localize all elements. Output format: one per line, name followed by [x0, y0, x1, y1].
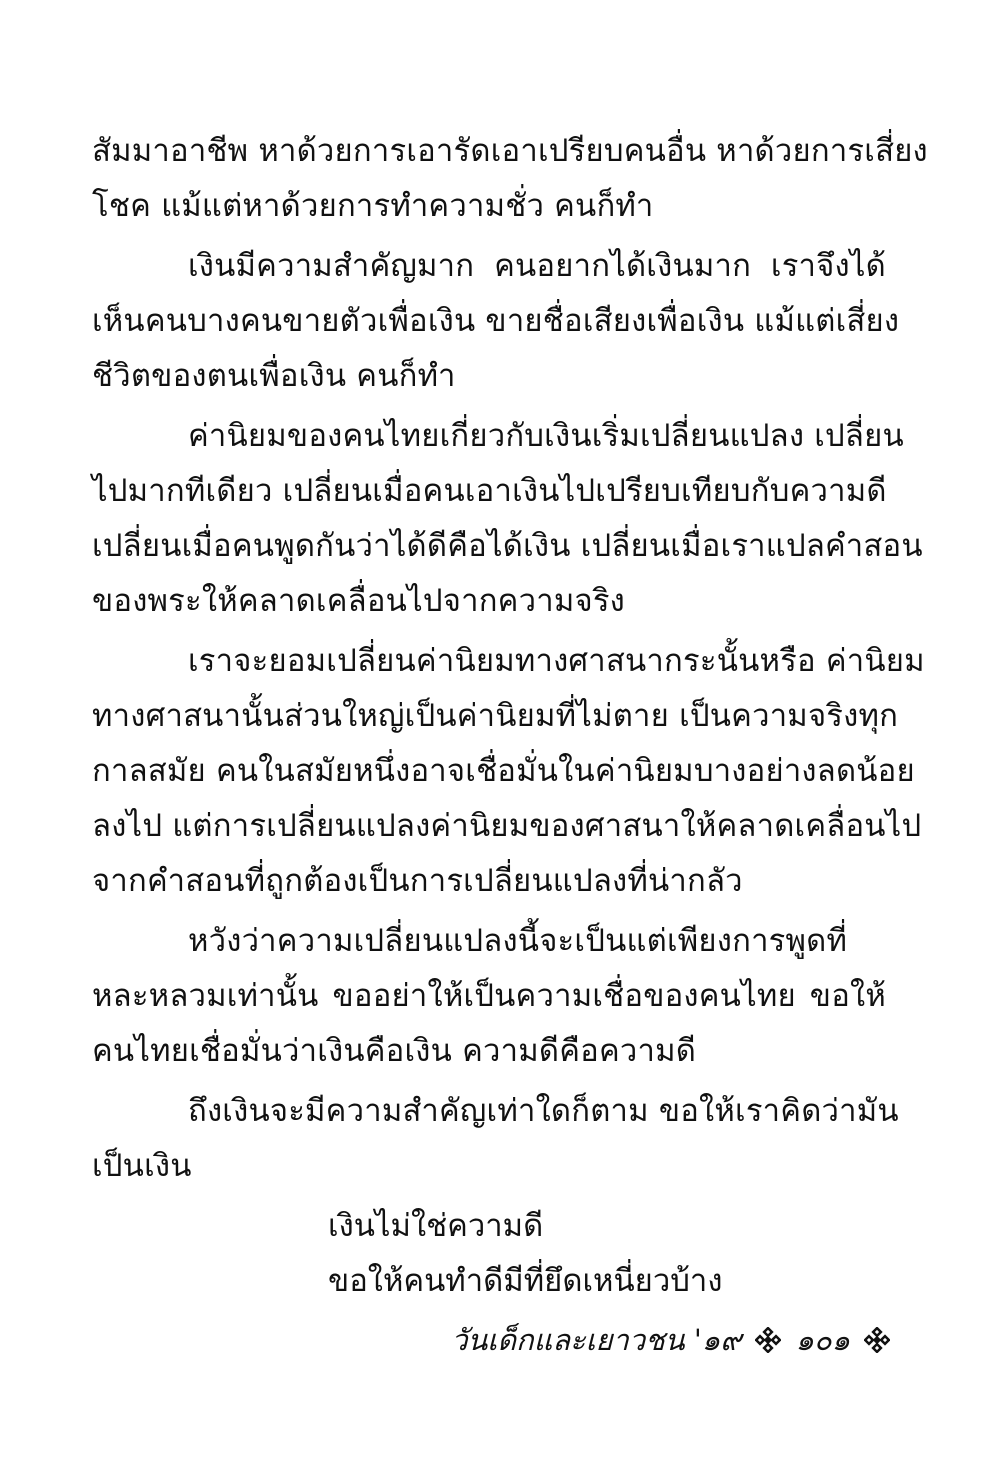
paragraph-start-line: หวังว่าความเปลี่ยนแปลงนี้จะเป็นแต่เพียงการพูดที่	[188, 923, 848, 959]
body-line: ชีวิตของตนเพื่อเงิน คนก็ทำ	[92, 358, 456, 394]
body-line: หละหลวมเท่านั้น ขออย่าให้เป็นความเชื่อของคนไทย ขอให้	[92, 978, 886, 1014]
page-number: ๑๐๑	[795, 1323, 850, 1357]
body-line: โชค แม้แต่หาด้วยการทำความชั่ว คนก็ทำ	[92, 188, 654, 224]
publication-title: วันเด็กและเยาวชน '๑๙	[451, 1323, 742, 1357]
paragraph-start-line: ค่านิยมของคนไทยเกี่ยวกับเงินเริ่มเปลี่ยนแปลง เปลี่ยน	[188, 418, 904, 454]
body-line: ทางศาสนานั้นส่วนใหญ่เป็นค่านิยมที่ไม่ตาย เป็นความจริงทุก	[92, 698, 899, 734]
diamond-flower-ornament-icon	[864, 1327, 890, 1353]
body-line: สัมมาอาชีพ หาด้วยการเอารัดเอาเปรียบคนอื่น หาด้วยการเสี่ยง	[92, 133, 928, 169]
body-line: ไปมากทีเดียว เปลี่ยนเมื่อคนเอาเงินไปเปรียบเทียบกับความดี	[92, 473, 887, 509]
body-line: ของพระให้คลาดเคลื่อนไปจากความจริง	[92, 583, 626, 619]
page-footer	[451, 1318, 890, 1362]
body-line: เห็นคนบางคนขายตัวเพื่อเงิน ขายชื่อเสียงเพื่อเงิน แม้แต่เสี่ยง	[92, 303, 900, 339]
body-line: กาลสมัย คนในสมัยหนึ่งอาจเชื่อมั่นในค่านิยมบางอย่างลดน้อย	[92, 753, 915, 789]
closing-verse-line-1: เงินไม่ใช่ความดี	[328, 1208, 544, 1244]
paragraph-start-line: ถึงเงินจะมีความสำคัญเท่าใดก็ตาม ขอให้เราคิดว่ามัน	[188, 1093, 899, 1129]
closing-verse-line-2: ขอให้คนทำดีมีที่ยึดเหนี่ยวบ้าง	[328, 1263, 723, 1299]
diamond-flower-ornament-icon	[755, 1327, 781, 1353]
body-line: เปลี่ยนเมื่อคนพูดกันว่าได้ดีคือได้เงิน เปลี่ยนเมื่อเราแปลคำสอน	[92, 528, 923, 564]
body-line: เป็นเงิน	[92, 1148, 192, 1184]
body-line: ลงไป แต่การเปลี่ยนแปลงค่านิยมของศาสนาให้คลาดเคลื่อนไป	[92, 808, 922, 844]
paragraph-start-line: เงินมีความสำคัญมาก คนอยากได้เงินมาก เราจึงได้	[188, 248, 886, 284]
paragraph-start-line: เราจะยอมเปลี่ยนค่านิยมทางศาสนากระนั้นหรือ ค่านิยม	[188, 643, 925, 679]
body-line: คนไทยเชื่อมั่นว่าเงินคือเงิน ความดีคือความดี	[92, 1033, 697, 1069]
body-line: จากคำสอนที่ถูกต้องเป็นการเปลี่ยนแปลงที่น่ากลัว	[92, 863, 743, 899]
